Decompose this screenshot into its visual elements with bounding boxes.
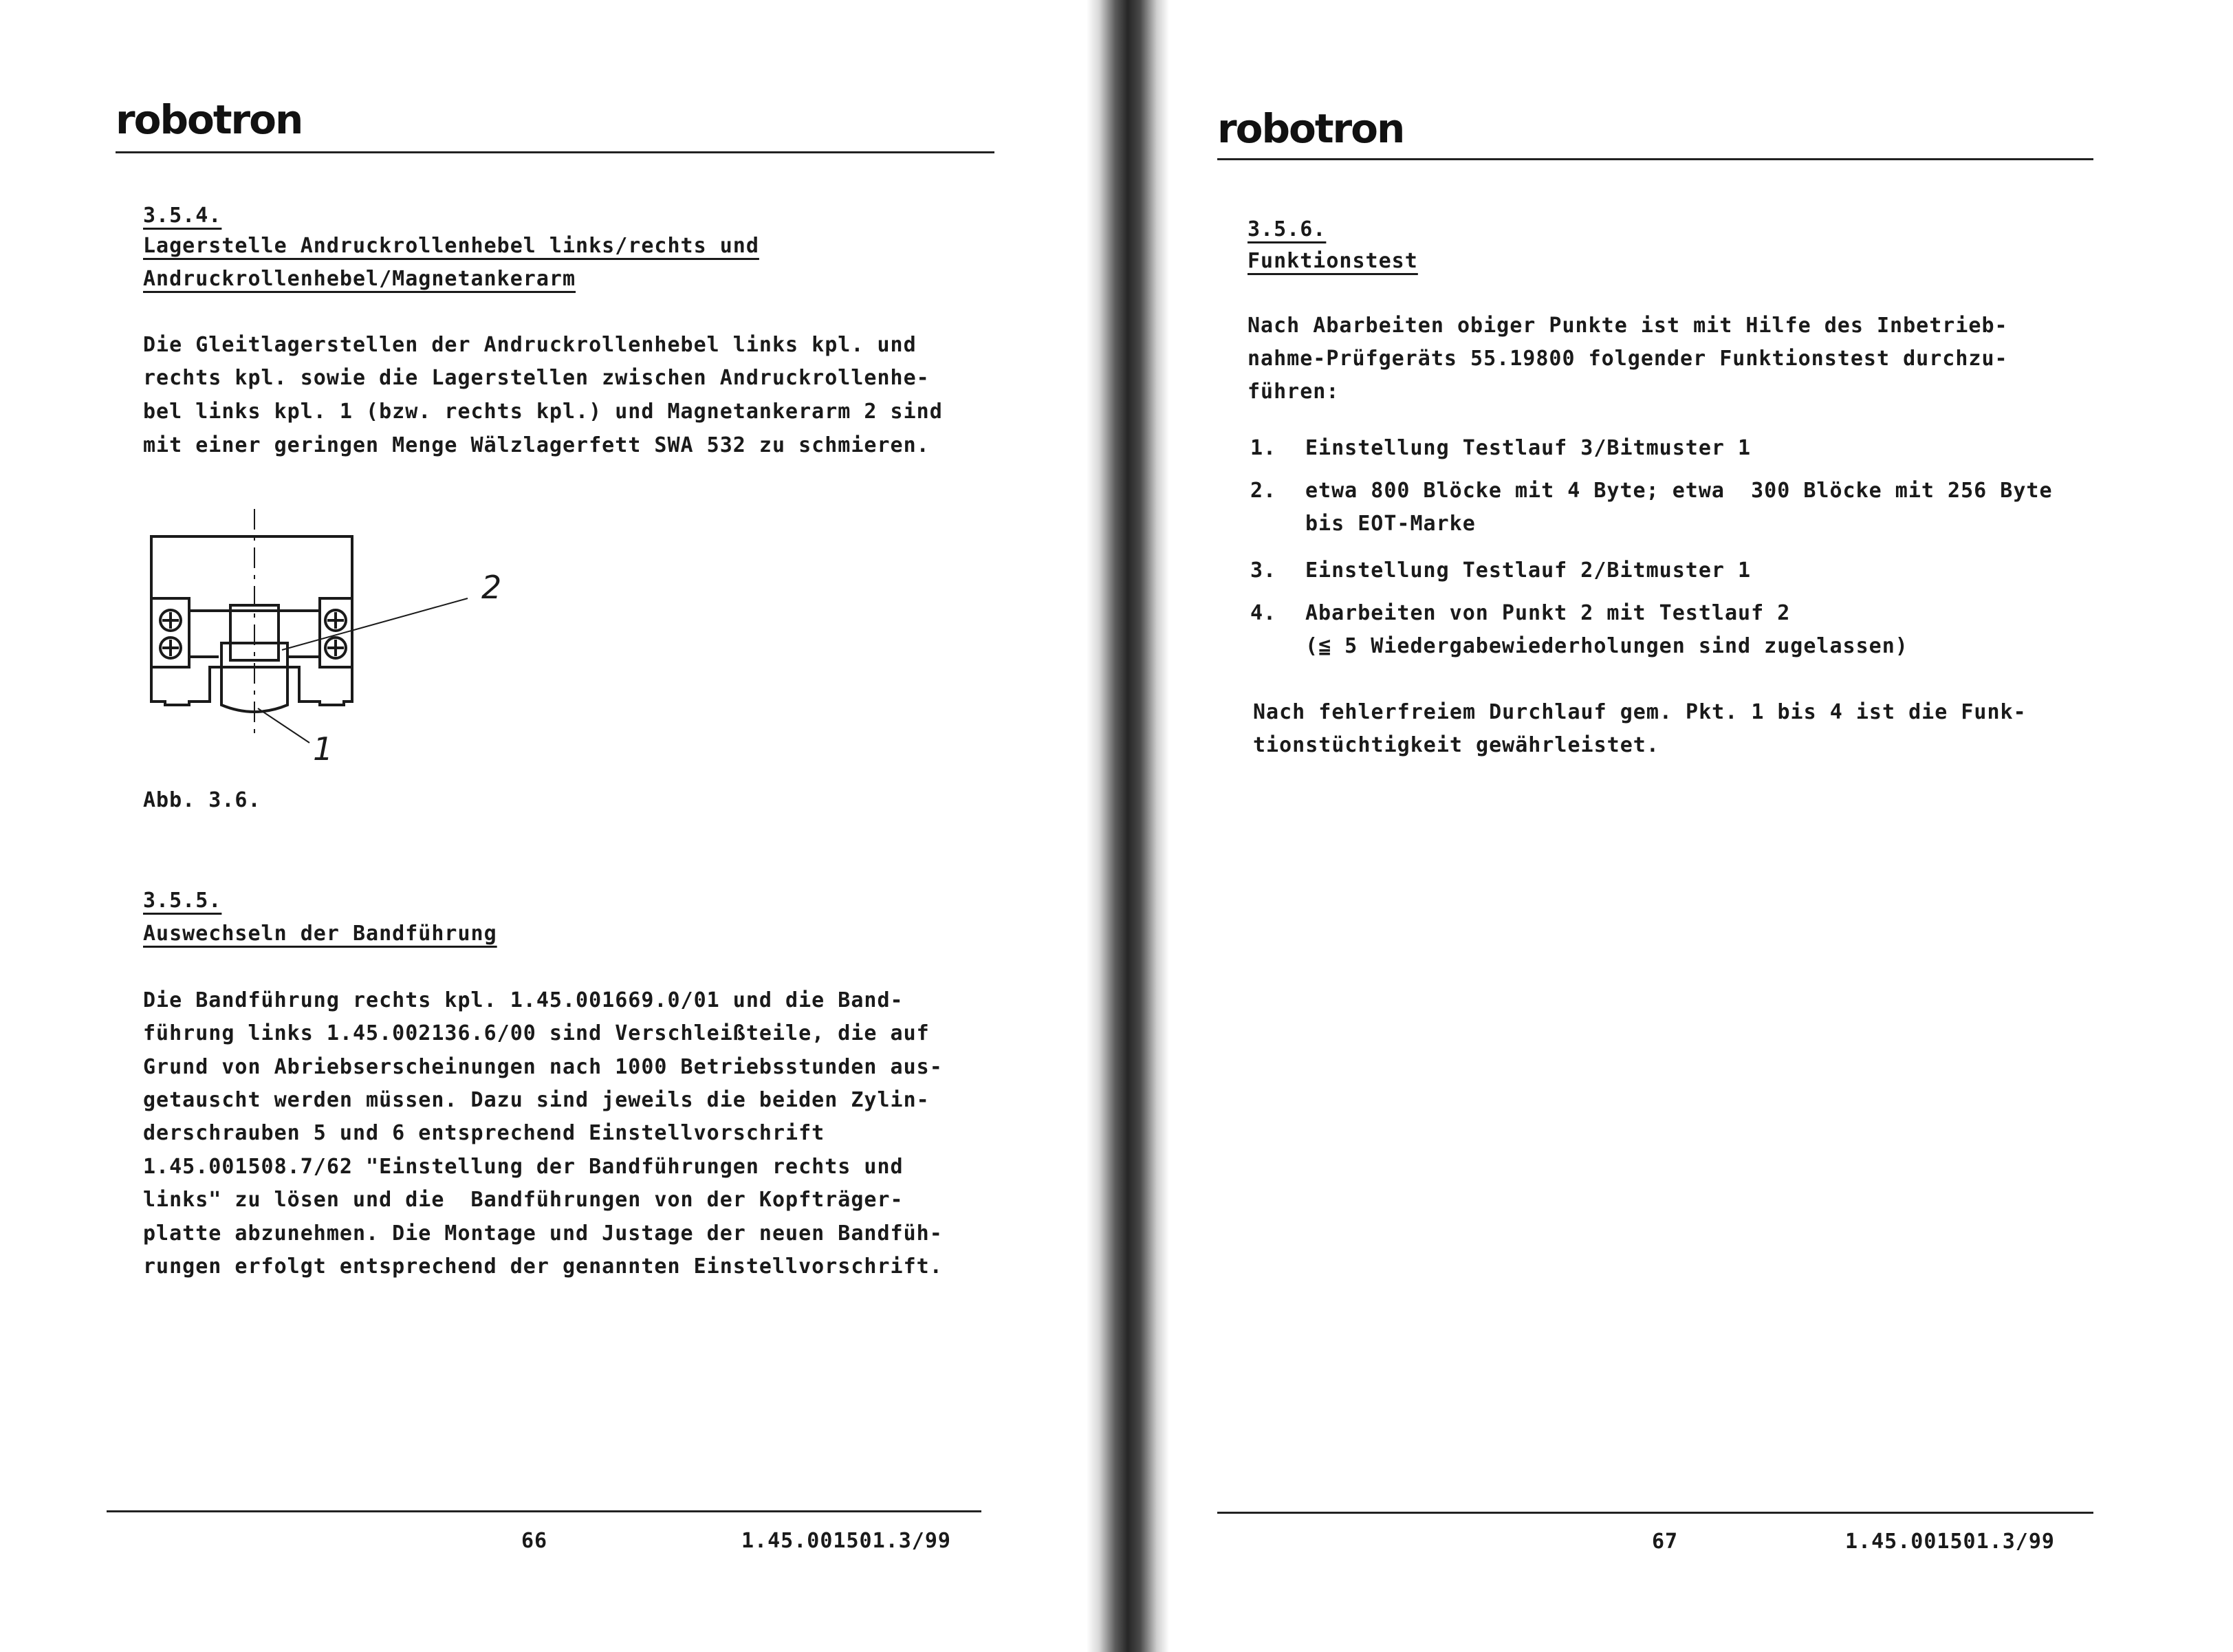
body-line: Nach Abarbeiten obiger Punkte ist mit Hilfe des Inbetrieb- xyxy=(1248,314,2008,338)
figure-label-1: 1 xyxy=(313,730,334,763)
body-line: bel links kpl. 1 (bzw. rechts kpl.) und Magnetankerarm 2 sind xyxy=(143,400,943,424)
right-page xyxy=(1169,0,2233,1652)
page-number: 66 xyxy=(521,1529,548,1553)
book-gutter xyxy=(1087,0,1169,1652)
body-line: führung links 1.45.002136.6/00 sind Verschleißteile, die auf xyxy=(143,1021,930,1045)
section-title: Auswechseln der Bandführung xyxy=(143,922,497,946)
body-line: Die Bandführung rechts kpl. 1.45.001669.0/01 und die Band- xyxy=(143,988,904,1012)
list-item: Einstellung Testlauf 2/Bitmuster 1 xyxy=(1305,558,1752,583)
robotron-logo: robotron xyxy=(1217,105,1404,152)
body-line: Die Gleitlagerstellen der Andruckrollenhebel links kpl. und xyxy=(143,333,917,357)
section-title: Lagerstelle Andruckrollenhebel links/rechts und xyxy=(143,234,759,258)
footer-rule xyxy=(1217,1512,2093,1514)
footer-rule xyxy=(107,1510,981,1512)
body-line: rungen erfolgt entsprechend der genannten Einstellvorschrift. xyxy=(143,1254,943,1279)
list-item: (≦ 5 Wiedergabewiederholungen sind zugelassen) xyxy=(1305,634,1908,658)
left-page xyxy=(0,0,1087,1652)
robotron-logo: robotron xyxy=(116,96,303,143)
list-number: 1. xyxy=(1250,436,1277,460)
list-item: Abarbeiten von Punkt 2 mit Testlauf 2 xyxy=(1305,601,1791,625)
bearing-diagram xyxy=(138,502,536,763)
header-rule xyxy=(116,151,994,153)
list-number: 4. xyxy=(1250,601,1277,625)
list-item: bis EOT-Marke xyxy=(1305,512,1476,536)
body-line: führen: xyxy=(1248,380,1340,404)
body-line: Nach fehlerfreiem Durchlauf gem. Pkt. 1 bis 4 ist die Funk- xyxy=(1253,700,2027,724)
section-title: Andruckrollenhebel/Magnetankerarm xyxy=(143,267,576,291)
list-number: 2. xyxy=(1250,479,1277,503)
list-item: Einstellung Testlauf 3/Bitmuster 1 xyxy=(1305,436,1752,460)
list-item: etwa 800 Blöcke mit 4 Byte; etwa 300 Blöcke mit 256 Byte xyxy=(1305,479,2053,503)
body-line: tionstüchtigkeit gewährleistet. xyxy=(1253,733,1659,757)
body-line: links" zu lösen und die Bandführungen von der Kopfträger- xyxy=(143,1188,904,1212)
header-rule xyxy=(1217,158,2093,160)
body-line: rechts kpl. sowie die Lagerstellen zwischen Andruckrollenhe- xyxy=(143,366,930,390)
body-line: platte abzunehmen. Die Montage und Justage der neuen Bandfüh- xyxy=(143,1221,943,1246)
figure-label-2: 2 xyxy=(481,569,502,606)
body-line: nahme-Prüfgeräts 55.19800 folgender Funktionstest durchzu- xyxy=(1248,347,2008,371)
body-line: mit einer geringen Menge Wälzlagerfett SWA 532 zu schmieren. xyxy=(143,433,930,457)
body-line: getauscht werden müssen. Dazu sind jeweils die beiden Zylin- xyxy=(143,1088,930,1112)
section-number: 3.5.6. xyxy=(1248,217,1327,241)
figure-caption: Abb. 3.6. xyxy=(143,788,261,812)
section-number: 3.5.5. xyxy=(143,889,222,913)
body-line: derschrauben 5 und 6 entsprechend Einstellvorschrift xyxy=(143,1121,825,1145)
list-number: 3. xyxy=(1250,558,1277,583)
body-line: 1.45.001508.7/62 "Einstellung der Bandführungen rechts und xyxy=(143,1155,904,1179)
body-line: Grund von Abriebserscheinungen nach 1000 Betriebsstunden aus- xyxy=(143,1055,943,1079)
section-number: 3.5.4. xyxy=(143,204,222,228)
section-title: Funktionstest xyxy=(1248,249,1418,273)
document-number: 1.45.001501.3/99 xyxy=(741,1529,951,1553)
document-number: 1.45.001501.3/99 xyxy=(1845,1530,2055,1554)
page-number: 67 xyxy=(1652,1530,1679,1554)
